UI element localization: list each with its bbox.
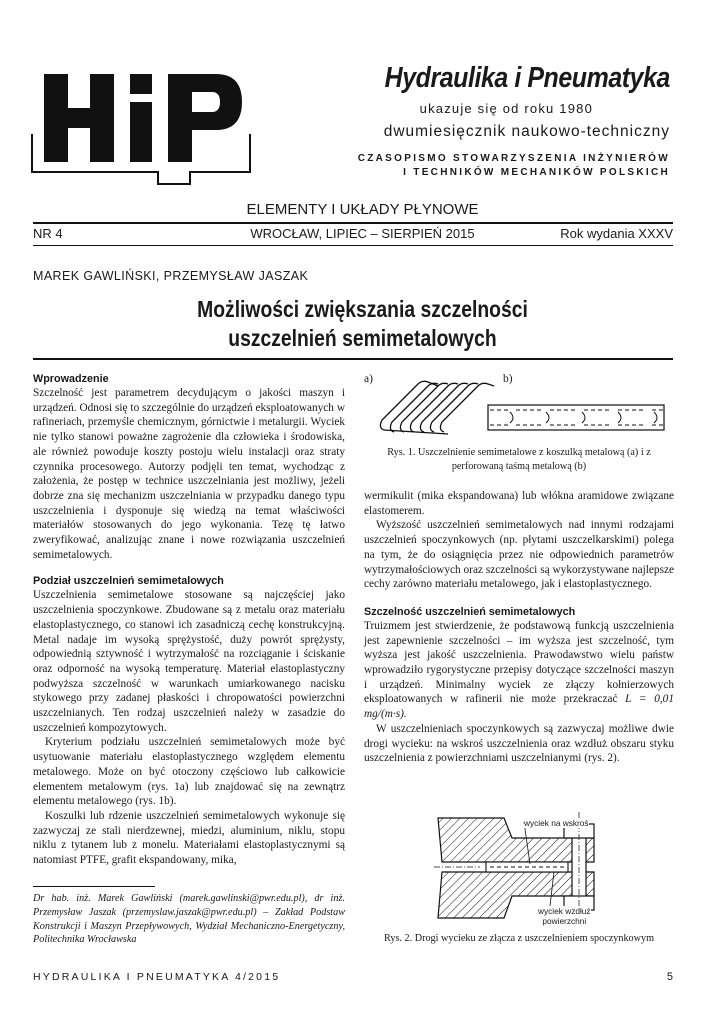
paragraph-tightness-1 (364, 619, 674, 722)
fig2-label-through: wyciek na wskroś (524, 818, 589, 828)
society-line-2: I TECHNIKÓW MECHANIKÓW POLSKICH (403, 167, 670, 178)
tightness-formula: L = 0,01 mg/(m·s). (364, 693, 674, 721)
article-authors: MAREK GAWLIŃSKI, PRZEMYSŁAW JASZAK (33, 269, 309, 283)
issue-number: NR 4 (33, 226, 63, 241)
title-rule (33, 358, 673, 360)
section-title: ELEMENTY I UKŁADY PŁYNOWE (246, 201, 479, 218)
since-line: ukazuje się od roku 1980 (419, 101, 593, 116)
paragraph-division-1: Uszczelnienia semimetalowe stosowane są najczęściej jako uszczelnienia spoczynkowe. Zbudowane są z metalu oraz materiału elastoplastycznego, co stanowi ich zasadniczą cechę konstrukcyjną. Metal nadaje im wysoką sprężystość, duży powrót sprężysty, odpowiednią sztywność i wytrzymałość na rozciąganie i ściskanie oraz odporność na wysoką temperaturę. Materiał elastoplastyczny podwyższa szczelność w warunkach umiarkowanego nacisku stykowego przy zadanej płaskości i chropowatości powierzchni uszczelnianych. Ten rodzaj uszczelnień należy w zasadzie do uszczelnień kompozytowych. (33, 589, 345, 734)
masthead-rule-bottom (33, 245, 673, 246)
article-title-line-1: Możliwości zwiększania szczelności (197, 296, 528, 322)
fig2-label-along-1: wyciek wzdłuż (538, 906, 591, 916)
heading-tightness: Szczelność uszczelnień semimetalowych (364, 605, 576, 618)
paragraph-tightness-2: W uszczelnieniach spoczynkowych są zazwyczaj możliwe dwie drogi wycieku: na wskroś uszczelnienia oraz wzdłuż obszaru styku uszczelnienia z powierzchniami uszczelnianymi (rys. 2). (364, 722, 674, 765)
footnote: Dr hab. inż. Marek Gawliński (marek.gawlinski@pwr.edu.pl), dr inż. Przemysław Jaszak (przemyslaw.jaszak@pwr.edu.pl) – Zakład Podstaw Konstrukcji i Maszyn Przepływowych, Wydział Mechaniczno-Energetyczny, Politechnika Wrocławska (33, 893, 345, 946)
footnote-rule (33, 886, 155, 887)
footer-journal: HYDRAULIKA I PNEUMATYKA 4/2015 (33, 971, 281, 983)
paragraph-continuation: wermikulit (mika ekspandowana) lub włókna aramidowe związane elastomerem. (364, 490, 674, 517)
fig1-label-b: b) (503, 373, 513, 385)
paragraph-intro: Szczelność jest parametrem decydującym o jakości maszyn i urządzeń. Odnosi się to szczególnie do urządzeń eksploatowanych w rafineriach, przemyśle chemicznym, górnictwie i metalurgii. Wyciek nie tylko stanowi poważne zagrożenie dla człowieka i środowiska, ale również powoduje koszty postoju wielu instalacji oraz straty czynnika procesowego. Autorzy podjęli ten temat, wychodząc z założenia, że postęp w technice uszczelniania jest możliwy, jeżeli dobrze zna się mechanizm uszczelniania w przypadku danego typu uszczelnienia i dysponuje się wiedzą na temat właściwości materiałów stosowanych do jego wykonania. Tezę tę łatwo zweryfikować, analizując znane i nowe rozwiązania uszczelnień semimetalowych. (33, 387, 345, 561)
masthead-rule-top (33, 222, 673, 224)
tightness-text: Truizmem jest stwierdzenie, że podstawową funkcją uszczelnienia jest zapewnienie szczelności – im wyższa jest szczelność, tym wyższa jest jakość uszczelnienia. Prawodawstwo wielu państw wprowadziło rygorystyczne przepisy dotyczące szczelności maszyn i urządzeń. Minimalny wyciek ze złączy kołnierzowych eksploatowanych w rafinerii nie może przekraczać (364, 619, 674, 706)
society-line-1: CZASOPISMO STOWARZYSZENIA INŻYNIERÓW (357, 153, 670, 164)
fig1-label-a: a) (364, 373, 373, 385)
place-date: WROCŁAW, LIPIEC – SIERPIEŃ 2015 (250, 226, 475, 241)
figure-1-caption: Rys. 1. Uszczelnienie semimetalowe z koszulką metalową (a) i z perforowaną taśmą metalową (b) (387, 447, 651, 472)
journal-title: Hydraulika i Pneumatyka (384, 62, 670, 94)
article-title-line-2: uszczelnień semimetalowych (228, 325, 497, 351)
hip-logo (30, 74, 252, 186)
figure-1-drawing (378, 378, 668, 438)
paragraph-division-3: Koszulki lub rdzenie uszczelnień semimetalowych wykonuje się zazwyczaj ze stali nierdzewnej, miedzi, aluminium, niklu, stopu niklu z tytanem lub z monelu. Materiałami elastoplastycznymi są natomiast PTFE, grafit ekspandowany, mika, (33, 809, 345, 867)
right-column-text (364, 489, 674, 766)
fig2-label-along-2: powierzchni (542, 916, 587, 926)
frequency-line: dwumiesięcznik naukowo-techniczny (383, 123, 670, 140)
fig1a-corrugated-gasket (380, 381, 494, 434)
heading-intro: Wprowadzenie (33, 373, 109, 385)
heading-division: Podział uszczelnień semimetalowych (33, 575, 224, 588)
fig1b-perforated-strip (488, 405, 666, 430)
page-number: 5 (666, 971, 673, 983)
paragraph-division-2: Kryterium podziału uszczelnień semimetalowych może być usytuowanie materiału elastoplastycznego względem elementu metalowego. Może on być otoczony częściowo lub całkowicie elementem metalowym (rys. 1a) lub znajdować się na zewnątrz elementu metalowego (rys. 1b). (33, 736, 345, 808)
left-column (33, 372, 345, 868)
paragraph-advantage: Wyższość uszczelnień semimetalowych nad innymi rodzajami uszczelnień spoczynkowych (np. płytami uszczelkarskimi) polega na tym, że do osiągnięcia przez nie odpowiednich parametrów wytrzymałościowych oraz szczelności są wykorzystywane najlepsze cechy zarówno materiału metalowego, jak i elastoplastycznego. (364, 519, 674, 591)
figure-2-caption: Rys. 2. Drogi wycieku ze złącza z uszczelnieniem spoczynkowym (383, 933, 655, 944)
volume: Rok wydania XXXV (560, 226, 673, 241)
fig2-label-along (538, 906, 591, 926)
